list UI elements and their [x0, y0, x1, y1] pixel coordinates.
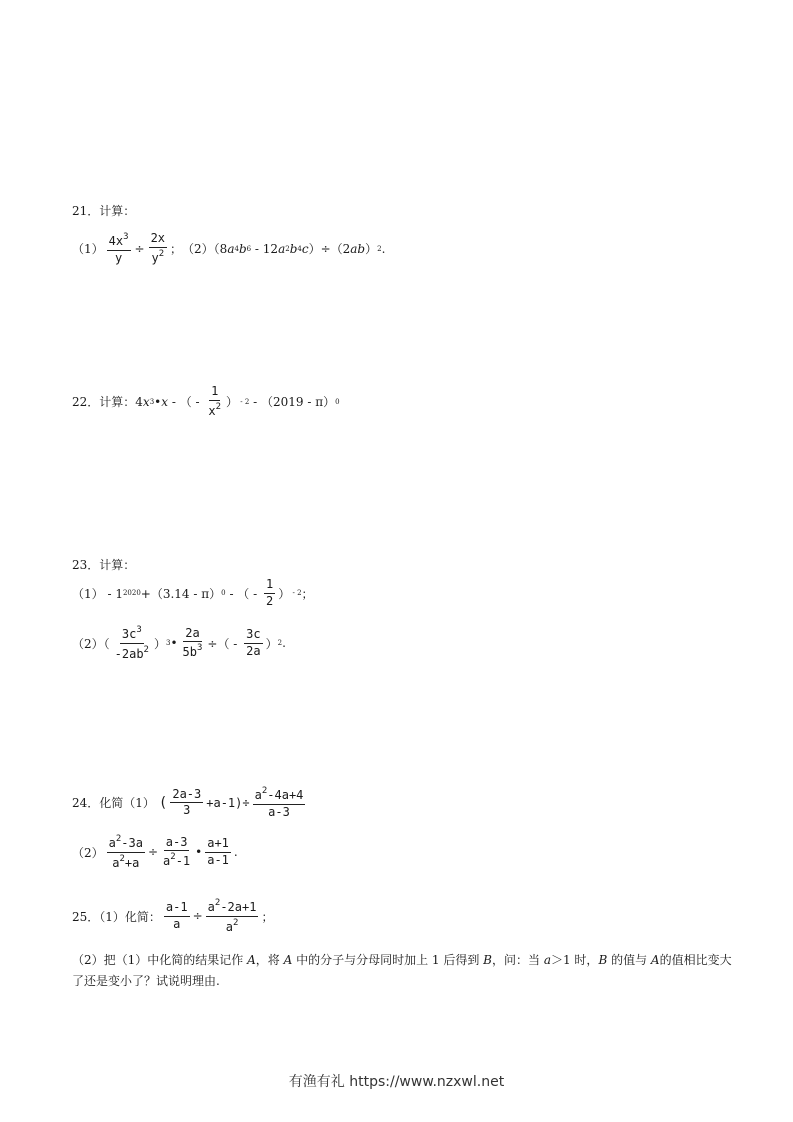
q23-p2-fraction-2: $\frac{2a}{5b^3}$	[182, 625, 203, 660]
q24-part1-expression: 24．化简（1） ( $\frac{2a-3}{3}$ +a-1)÷ $\frac{a^2-4a+4}{a-3}$	[72, 786, 304, 819]
q21-p1-fraction-2: $\frac{2x}{y^2}$	[150, 231, 166, 265]
q21-p1-label: （1）	[72, 242, 104, 257]
q23-part2-expression: （2）（ $\frac{3c^3}{-2ab^2}$ ） 3 • $\frac{2a}{5b^3}$ ÷（ - $\frac{3c}{2a}$ ） 2 .	[72, 625, 286, 661]
q24-title: 24．化简（1）	[72, 796, 155, 811]
q25-part2-paragraph: （2）把（1）中化简的结果记作 A，将 A 中的分子与分母同时加上 1 后得到 B，问：当 a＞1 时，B 的值与 A的值相比变大了还是变小了？试说明理由.	[72, 953, 732, 988]
q25-fraction-1: $\frac{a-1}{a}$	[165, 900, 188, 931]
q22-expression: 22．计算：4 x 3 • x - （ - $\frac{1}{x^2}$ ） - 2 - （2019 - π） 0	[72, 384, 340, 418]
q21-p1-fraction-1: $\frac{4x^3}{y}$	[108, 232, 129, 265]
q25-title: 25．（1）化简：	[72, 909, 161, 924]
q22-title: 22．计算：4	[72, 395, 143, 410]
q21-p2-label: （2）（8	[182, 242, 228, 257]
q24-p2-fraction-3: $\frac{a+1}{a-1}$	[207, 836, 229, 867]
q21-part1-expression: （1） $\frac{4x^3}{y}$ ÷ $\frac{2x}{y^2}$ ； （2）（8 a 4 b 6 - 12 a 2 b 4 c ）÷（2 ab ） 2 .	[72, 231, 386, 265]
q21-title: 21．计算：	[72, 204, 136, 218]
q25-part1-expression: 25．（1）化简： $\frac{a-1}{a}$ ÷ $\frac{a^2-2a+1}{a^2}$ ；	[72, 898, 274, 934]
q24-p1-fraction-2: $\frac{a^2-4a+4}{a-3}$	[254, 786, 304, 819]
q21-p1-divide: ÷	[134, 241, 145, 256]
q22-fraction: $\frac{1}{x^2}$	[208, 384, 222, 418]
footer-watermark-text: 有渔有礼 https://www.nzxwl.net	[288, 1074, 505, 1090]
q23-part1-expression: （1） - 1 2020 +（3.14 - π） 0 - （ - $\frac{1}{2}$ ） - 2 ；	[72, 577, 314, 608]
q23-p2-fraction-1: $\frac{3c^3}{-2ab^2}$	[114, 625, 149, 661]
q24-p1-fraction-1: $\frac{2a-3}{3}$	[172, 786, 202, 818]
q23-p1-fraction: $\frac{1}{2}$	[266, 577, 274, 608]
q24-part2-expression: （2） $\frac{a^2-3a}{a^2+a}$ ÷ $\frac{a-3}{a^2-1}$ • $\frac{a+1}{a-1}$ .	[72, 834, 238, 870]
q25-fraction-2: $\frac{a^2-2a+1}{a^2}$	[207, 898, 257, 934]
q23-p2-fraction-3: $\frac{3c}{2a}$	[246, 627, 261, 658]
q24-p2-fraction-1: $\frac{a^2-3a}{a^2+a}$	[108, 834, 143, 870]
q23-title: 23．计算：	[72, 558, 136, 572]
q24-p2-fraction-2: $\frac{a-3}{a^2-1}$	[163, 834, 191, 869]
